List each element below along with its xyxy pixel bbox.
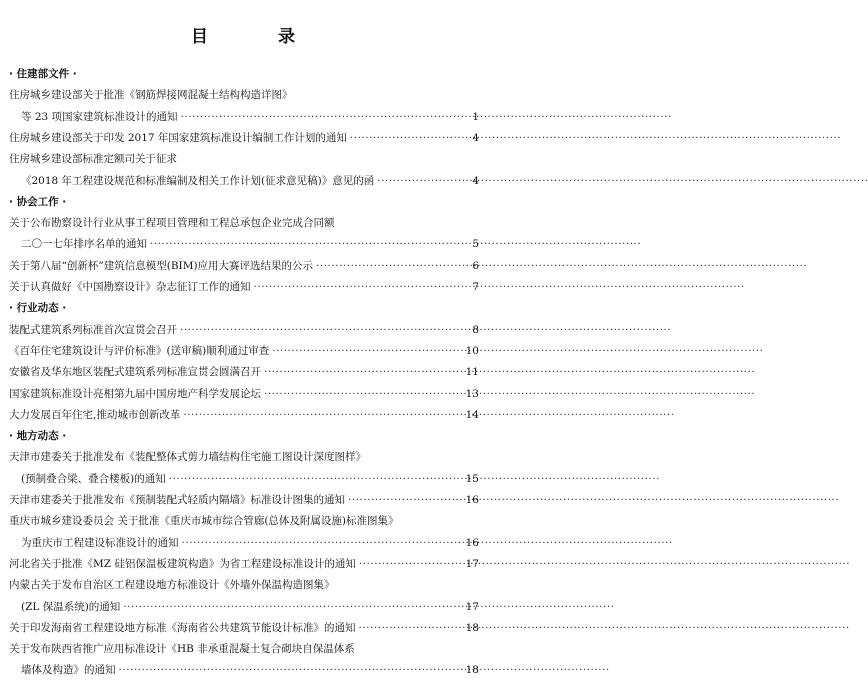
leader-dots [316, 256, 466, 277]
toc-entry[interactable] [9, 341, 479, 362]
toc-section-heading [9, 426, 479, 447]
page-number: 15 [465, 472, 479, 485]
toc-entry[interactable] [21, 660, 479, 681]
toc-entry[interactable] [21, 107, 479, 128]
entry-title: 内蒙古关于发布自治区工程建设地方标准设计《外墙外保温构造图集》 [9, 579, 335, 592]
entry-title: 墙体及构造》的通知 [21, 664, 116, 677]
toc-entry[interactable] [9, 447, 479, 468]
leader-dots [359, 618, 463, 639]
leader-dots [123, 597, 462, 618]
entry-title: 安徽省及华东地区装配式建筑系列标准宣贯会圆满召开 [9, 366, 261, 379]
page-number: 1 [472, 110, 479, 123]
toc-entry[interactable] [9, 213, 479, 234]
toc-entry[interactable] [9, 639, 479, 660]
entry-title: 天津市建委关于批准发布《装配整体式剪力墙结构住宅施工图设计深度图样》 [9, 451, 366, 464]
page-title: 目 录 [191, 27, 327, 47]
entry-title: (ZL 保温系统)的通知 [21, 600, 121, 613]
toc-entry[interactable] [9, 405, 479, 426]
entry-title: 二〇一七年排序名单的通知 [21, 238, 147, 251]
entry-title: 为重庆市工程建设标准设计的通知 [21, 536, 179, 549]
entry-title: 天津市建委关于批准发布《预制装配式轻质内隔墙》标准设计图集的通知 [9, 494, 345, 506]
toc-entry[interactable] [9, 554, 479, 575]
leader-dots [264, 384, 463, 405]
toc-entry[interactable] [9, 490, 479, 511]
page-number: 4 [472, 131, 479, 144]
entry-title: 等 23 项国家建筑标准设计的通知 [21, 110, 178, 123]
entry-title: 《百年住宅建筑设计与评价标准》(送审稿)顺利通过审查 [9, 344, 270, 357]
toc-section-heading [9, 298, 479, 319]
toc-entry[interactable] [21, 469, 479, 490]
page-number: 18 [465, 664, 479, 677]
entry-title: 《2018 年工程建设规范和标准编制及相关工作计划(征求意见稿)》意见的函 [21, 174, 375, 187]
entry-title: 住房城乡建设部关于批准《钢筋焊接网混凝土结构构造详图》 [9, 89, 293, 102]
section-title: · 住建部文件 · [9, 68, 77, 80]
page-number: 17 [465, 557, 479, 570]
toc-entry[interactable] [21, 597, 479, 618]
toc-entry[interactable] [21, 533, 479, 554]
page-number: 5 [472, 238, 479, 251]
leader-dots [183, 405, 462, 426]
toc-section-heading [9, 192, 479, 213]
entry-title: 住房城乡建设部关于印发 2017 年国家建筑标准设计编制工作计划的通知 [9, 131, 347, 144]
leader-dots [359, 554, 463, 575]
toc-section-heading [9, 64, 479, 85]
leader-dots [169, 469, 463, 490]
leader-dots [119, 660, 463, 681]
toc-entry[interactable] [9, 128, 479, 149]
entry-title: 关于印发海南省工程建设地方标准《海南省公共建筑节能设计标准》的通知 [9, 621, 356, 634]
section-title: · 行业动态 · [9, 302, 67, 315]
page-number: 7 [472, 281, 479, 293]
entry-title: 大力发展百年住宅,推动城市创新改革 [9, 408, 181, 421]
toc-entry[interactable] [9, 384, 479, 405]
entry-title: 关于发布陕西省推广应用标准设计《HB 非承重混凝土复合砌块自保温体系 [9, 643, 355, 656]
toc-entry[interactable] [21, 171, 479, 192]
toc-entry[interactable] [21, 234, 479, 255]
toc-entry[interactable] [9, 320, 479, 341]
toc-entry[interactable] [9, 362, 479, 383]
entry-title: 关于公布勘察设计行业从事工程项目管理和工程总承包企业完成合同额 [9, 217, 335, 230]
leader-dots [272, 341, 462, 362]
entry-title: 关于第八届“创新杯”建筑信息模型(BIM)应用大赛评选结果的公示 [9, 259, 314, 272]
page-number: 4 [472, 174, 479, 187]
toc-entry[interactable] [9, 575, 479, 596]
entry-title: 河北省关于批准《MZ 硅铝保温板建筑构造》为省工程建设标准设计的通知 [9, 557, 356, 570]
page-number: 17 [465, 600, 479, 613]
leader-dots [254, 277, 467, 298]
leader-dots [348, 490, 463, 511]
entry-title: 关于认真做好《中国勘察设计》杂志征订工作的通知 [9, 281, 251, 293]
page-number: 14 [465, 408, 479, 421]
toc-entry[interactable] [9, 511, 479, 532]
leader-dots [377, 171, 466, 192]
entry-title: (预制叠合梁、叠合楼板)的通知 [21, 472, 166, 485]
page-number: 8 [472, 323, 479, 336]
page-number: 6 [472, 259, 479, 272]
section-title: · 地方动态 · [9, 430, 67, 443]
toc-entry[interactable] [9, 256, 479, 277]
entry-title: 重庆市城乡建设委员会 关于批准《重庆市城市综合管廊(总体及附属设施)标准图集》 [9, 515, 399, 528]
page-number: 13 [465, 387, 479, 400]
leader-dots [180, 320, 466, 341]
entry-title: 住房城乡建设部标准定额司关于征求 [9, 153, 177, 166]
leader-dots [350, 128, 466, 149]
toc-entry[interactable] [9, 85, 479, 106]
toc-entry[interactable] [9, 149, 479, 170]
leader-dots [182, 533, 463, 554]
page-number: 10 [465, 344, 479, 357]
leader-dots [264, 362, 463, 383]
leader-dots [150, 234, 466, 255]
toc-entry[interactable] [9, 618, 479, 639]
page-number: 11 [465, 366, 479, 379]
toc-entry[interactable] [9, 277, 479, 298]
section-title: · 协会工作 · [9, 195, 67, 208]
entry-title: 国家建筑标准设计亮相第九届中国房地产科学发展论坛 [9, 387, 261, 400]
page-number: 16 [465, 494, 479, 506]
leader-dots [181, 107, 466, 128]
entry-title: 装配式建筑系列标准首次宣贯会召开 [9, 323, 177, 336]
page-number: 16 [465, 536, 479, 549]
page-number: 18 [465, 621, 479, 634]
